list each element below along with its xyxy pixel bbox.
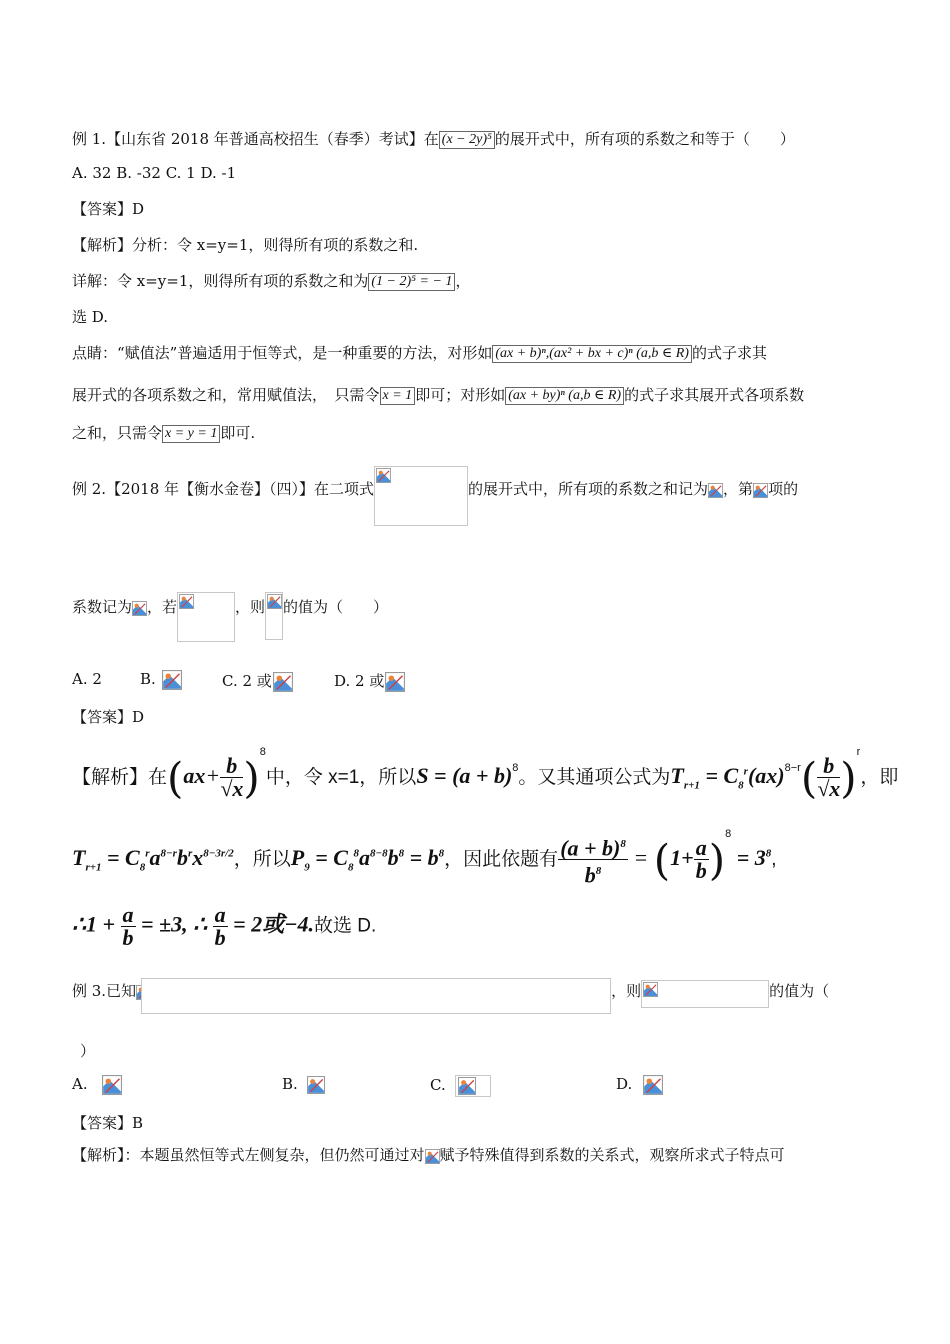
ex3-option-c-label: C. — [430, 1076, 446, 1094]
ex3-option-c-image — [455, 1075, 491, 1097]
ex3-option-b-label: B. — [282, 1075, 298, 1093]
broken-image-icon — [708, 483, 723, 498]
ex2-option-a: A. 2 — [72, 670, 102, 688]
ex2-condition-image — [177, 592, 235, 642]
ex2-question-prefix: 例 2.【2018 年【衡水金卷】（四）】在二项式 — [72, 480, 375, 498]
ex2-question-middle2: ，第 — [723, 480, 754, 498]
ex2-binomial-image — [374, 466, 468, 526]
ex1-options: A. 32 B. -32 C. 1 D. -1 — [72, 164, 237, 182]
ex3-question — [72, 980, 829, 1014]
ex2-question-middle: 的展开式中，所有项的系数之和记为 — [468, 480, 709, 498]
ex2-solution-end: ，即 — [860, 767, 899, 788]
ex1-tip-prefix: 点睛：“赋值法”普遍适用于恒等式，是一种重要的方法，对形如 — [72, 344, 493, 362]
ex2-solution2-middle: ，所以 — [233, 849, 291, 870]
ex1-detail-expression: (1 − 2)⁵ = − 1 — [368, 273, 455, 291]
ex2-solution-middle: 中，令 x=1，所以 — [265, 767, 417, 788]
ex3-question-prefix: 例 3.已知 — [72, 982, 137, 1000]
ex3-solution-suffix: 赋予特殊值得到系数的关系式，观察所求式子特点可 — [439, 1146, 785, 1164]
ex3-option-c — [430, 1075, 491, 1097]
ex2-solution-label: 【解析】在 — [72, 767, 168, 788]
ex3-option-a-label: A. — [72, 1075, 88, 1093]
ex3-target-image — [641, 980, 769, 1008]
ex1-tip-suffix: 的式子求其 — [691, 344, 767, 362]
ex1-tip2-expression2: (ax + by)ⁿ (a,b ∈ R) — [505, 387, 624, 405]
ex1-question-prefix: 例 1.【山东省 2018 年普通高校招生（春季）考试】在 — [72, 130, 439, 148]
ex2-option-b — [140, 670, 183, 690]
broken-image-icon — [179, 594, 194, 609]
ex2-target-image — [265, 592, 283, 640]
ex2-question2-middle: ，若 — [147, 598, 178, 616]
ex3-option-b — [282, 1075, 325, 1095]
ex2-question-line2 — [72, 596, 388, 642]
broken-image-icon — [642, 1075, 664, 1095]
ex3-option-d-label: D. — [616, 1075, 633, 1093]
ex3-identity-image — [141, 978, 611, 1014]
broken-image-icon — [384, 672, 406, 692]
broken-image-icon — [307, 1075, 325, 1095]
broken-image-icon — [132, 601, 147, 616]
ex1-question-suffix: 的展开式中，所有项的系数之和等于（ ） — [494, 130, 795, 148]
ex3-option-d — [616, 1075, 664, 1095]
broken-image-icon — [272, 672, 294, 692]
ex1-choose: 选 D. — [72, 308, 109, 326]
broken-image-icon — [425, 1149, 440, 1164]
ex2-solution3-end: 故选 D. — [314, 915, 377, 937]
ex2-question2-prefix: 系数记为 — [72, 598, 133, 616]
ex2-solution2-middle2: ，因此依题有 — [444, 849, 559, 870]
ex1-tip-expression: (ax + b)ⁿ,(ax² + bx + c)ⁿ (a,b ∈ R) — [492, 345, 692, 363]
ex1-tip-line3 — [72, 422, 255, 444]
ex1-tip3-prefix: 之和，只需令 — [72, 424, 163, 442]
ex1-question — [72, 128, 795, 150]
ex3-question-suffix: 的值为（ — [769, 982, 830, 1000]
ex2-option-d — [334, 670, 406, 692]
ex2-solution-middle2: 。又其通项公式为 — [518, 767, 671, 788]
ex2-solution-line2: $T_{r+1} = C_8^ra^{8-r}b^rx^{8-3r/2}$，所以$P_9 = C_8^8a^{8-8}b^8 = b^8$，因此依题有 $\frac{(a + b)^8}{b^8}$ = (1+ $\frac{a}{b}$ )$^8 = 3^8$, — [72, 828, 777, 888]
ex1-analysis: 【解析】分析：令 x=y=1，则得所有项的系数之和. — [72, 236, 419, 254]
ex1-tip2-expression: x = 1 — [380, 387, 416, 405]
ex1-tip2-middle: 即可；对形如 — [415, 386, 506, 404]
broken-image-icon — [457, 1077, 477, 1095]
ex2-answer: 【答案】D — [72, 708, 145, 726]
ex1-tip3-suffix: 即可. — [220, 424, 256, 442]
ex2-option-c-label: C. 2 或 — [222, 672, 272, 690]
broken-image-icon — [267, 594, 282, 609]
ex3-option-a — [72, 1075, 122, 1095]
ex2-question-line1 — [72, 478, 798, 526]
ex3-question-close: ） — [80, 1042, 96, 1060]
ex1-tip2-prefix: 展开式的各项系数之和，常用赋值法， 只需令 — [72, 386, 380, 404]
ex1-answer: 【答案】D — [72, 200, 145, 218]
ex1-tip2-suffix: 的式子求其展开式各项系数 — [624, 386, 805, 404]
ex3-answer: 【答案】B — [72, 1114, 144, 1132]
broken-image-icon — [161, 670, 183, 690]
ex1-tip-line1 — [72, 342, 767, 364]
ex1-tip-line2 — [72, 384, 804, 406]
ex2-option-c — [222, 670, 294, 692]
ex2-option-b-label: B. — [140, 670, 156, 688]
broken-image-icon — [376, 468, 391, 483]
ex2-solution-line3: ∴1 + $\frac{a}{b}$ = ±3, ∴ $\frac{a}{b}$ = 2或−4.故选 D. — [72, 902, 377, 950]
ex1-detail-prefix: 详解：令 x=y=1，则得所有项的系数之和为 — [72, 272, 369, 290]
ex2-question2-middle2: ，则 — [235, 598, 266, 616]
broken-image-icon — [643, 982, 658, 997]
ex3-question-middle: ，则 — [611, 982, 642, 1000]
ex1-tip3-expression: x = y = 1 — [162, 425, 220, 443]
ex2-question-suffix: 项的 — [768, 480, 799, 498]
broken-image-icon — [753, 483, 768, 498]
ex1-expression: (x − 2y)⁵ — [439, 131, 495, 149]
ex3-solution-prefix: 【解析】：本题虽然恒等式左侧复杂，但仍然可通过对 — [72, 1146, 425, 1164]
ex1-detail-suffix: ， — [455, 272, 471, 290]
ex2-question2-suffix: 的值为（ ） — [283, 598, 389, 616]
broken-image-icon — [102, 1075, 122, 1095]
ex3-solution — [72, 1144, 785, 1166]
ex2-option-d-label: D. 2 或 — [334, 672, 385, 690]
ex1-detail — [72, 270, 470, 292]
ex2-solution-line1: 【解析】在(ax+ $\frac{b}{√x}$ )$^8$中，令 x=1，所以$S = (a + b)^8$。又其通项公式为$T_{r+1} = C_8^r(ax)^{8-r}$( $\frac{b}{√x}$ )$^r$，即 — [72, 746, 899, 803]
